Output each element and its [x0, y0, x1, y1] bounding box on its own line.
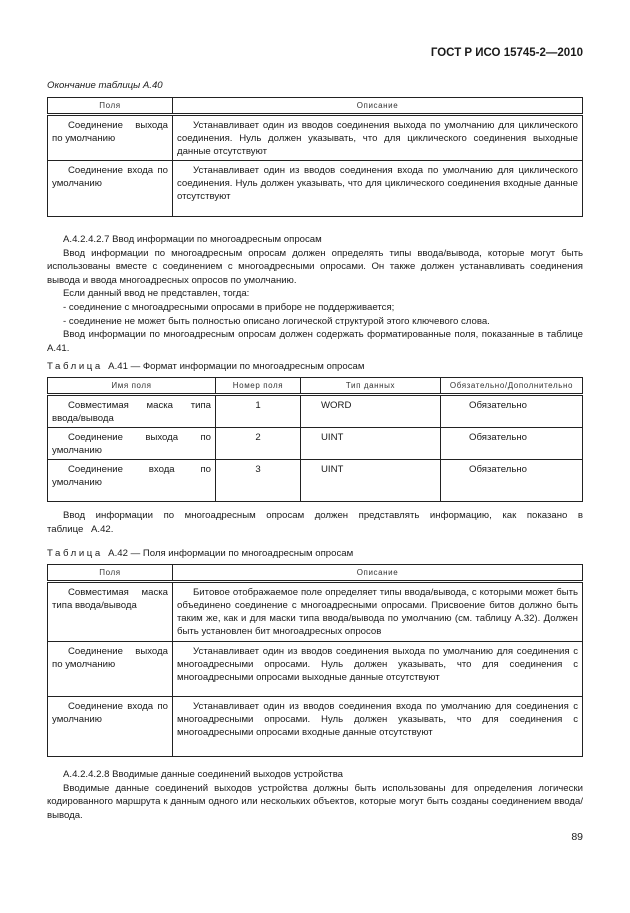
table-a41: [47, 377, 583, 502]
field-name: Совместимая маска типа ввода/вывода: [48, 582, 173, 642]
paragraph-between-tables: [47, 509, 583, 536]
field-name: Соединение выхода по умолчанию: [48, 115, 173, 161]
column-header: Обязательно/Дополнительно: [441, 378, 583, 395]
paragraph: Ввод информации по многоадресным опросам должен представлять информацию, как показано в таблице А.42.: [47, 510, 583, 535]
data-type: WORD: [301, 395, 441, 428]
table-row: [48, 115, 583, 161]
field-description: Устанавливает один из вводов соединения входа по умолчанию для соединения с многоадресными опросами. Нуль должен указывать, что для соединения с многоадресными опросами входные данные отсутствуют: [173, 697, 583, 757]
section-heading: А.4.2.4.2.7 Ввод информации по многоадресным опросам: [63, 234, 322, 245]
table-row: [48, 582, 583, 642]
document-header: ГОСТ Р ИСО 15745-2—2010: [430, 47, 583, 59]
field-description: Битовое отображаемое поле определяет типы ввода/вывода, с которыми может быть объединено соединение с многоадресными опросами. Присвоение битов должно быть таким же, как и для маски типа ввода/вывода по умолчанию (см. таблицу А.32). Должен быть установлен бит многоадресных опросов: [173, 582, 583, 642]
field-name: Совместимая маска типа ввода/вывода: [48, 395, 216, 428]
field-name: Соединение входа по умолчанию: [48, 697, 173, 757]
section-heading: А.4.2.4.2.8 Вводимые данные соединений выходов устройства: [63, 769, 344, 780]
table-row: [48, 428, 583, 460]
paragraph: Ввод информации по многоадресным опросам должен содержать форматированные поля, показанные в таблице А.41.: [47, 329, 583, 354]
paragraph: Вводимые данные соединений выходов устройства должны быть использованы для определения логически кодированного маршрута к данным одного или нескольких объектов, которые могут быть созданы соединением ввода/вывода.: [47, 782, 583, 821]
list-item: - соединение с многоадресными опросами в приборе не поддерживается;: [63, 301, 395, 313]
column-header: Описание: [173, 565, 583, 582]
caption-text: А.41 — Формат информации по многоадресным опросам: [108, 361, 365, 372]
column-header: Поля: [48, 565, 173, 582]
field-name: Соединение входа по умолчанию: [48, 460, 216, 502]
column-header: Описание: [173, 98, 583, 115]
paragraph: Если данный ввод не представлен, тогда:: [63, 288, 250, 300]
table-a42: [47, 564, 583, 757]
field-number: 3: [216, 460, 301, 502]
table-row: [48, 395, 583, 428]
caption-text: А.42 — Поля информации по многоадресным опросам: [108, 548, 354, 559]
column-header: Поля: [48, 98, 173, 115]
list-item: - соединение не может быть полностью описано логической структурой этого ключевого слова.: [63, 315, 490, 327]
field-name: Соединение выхода по умолчанию: [48, 642, 173, 697]
field-description: Устанавливает один из вводов соединения входа по умолчанию для циклического соединения. Нуль должен указывать, что для циклического соединения входные данные отсутствуют: [173, 161, 583, 217]
table-row: [48, 161, 583, 217]
table-a40: [47, 97, 583, 217]
page-number: 89: [571, 831, 583, 843]
section-a4242-7: [47, 233, 583, 355]
data-type: UINT: [301, 428, 441, 460]
caption-text: Окончание таблицы А.40: [47, 80, 163, 91]
field-name: Соединение выхода по умолчанию: [48, 428, 216, 460]
column-header: Тип данных: [301, 378, 441, 395]
table-a41-caption: [47, 361, 583, 372]
field-description: Устанавливает один из вводов соединения выхода по умолчанию для соединения с многоадресными опросами. Нуль должен указывать, что для соединения с многоадресными опросами выходные данные отсутствуют: [173, 642, 583, 697]
table-a42-caption: [47, 548, 583, 559]
column-header: Имя поля: [48, 378, 216, 395]
field-name: Соединение входа по умолчанию: [48, 161, 173, 217]
caption-word: Таблица: [47, 548, 103, 559]
data-type: UINT: [301, 460, 441, 502]
required-flag: Обязательно: [441, 428, 583, 460]
field-number: 2: [216, 428, 301, 460]
field-description: Устанавливает один из вводов соединения выхода по умолчанию для циклического соединения. Нуль должен указывать, что для циклического соединения выходные данные отсутствуют: [173, 115, 583, 161]
required-flag: Обязательно: [441, 460, 583, 502]
field-number: 1: [216, 395, 301, 428]
table-row: [48, 697, 583, 757]
required-flag: Обязательно: [441, 395, 583, 428]
table-row: [48, 642, 583, 697]
paragraph: Ввод информации по многоадресным опросам должен определять типы ввода/вывода, которые могут быть использованы вместе с соединением с многоадресными опросами. Он также должен устанавливать соединения вывода и ввода многоадресных опросов по умолчанию.: [47, 247, 583, 286]
table-a40-caption: [47, 80, 583, 91]
caption-word: Таблица: [47, 361, 103, 372]
column-header: Номер поля: [216, 378, 301, 395]
table-row: [48, 460, 583, 502]
section-a4242-8: [47, 768, 583, 822]
